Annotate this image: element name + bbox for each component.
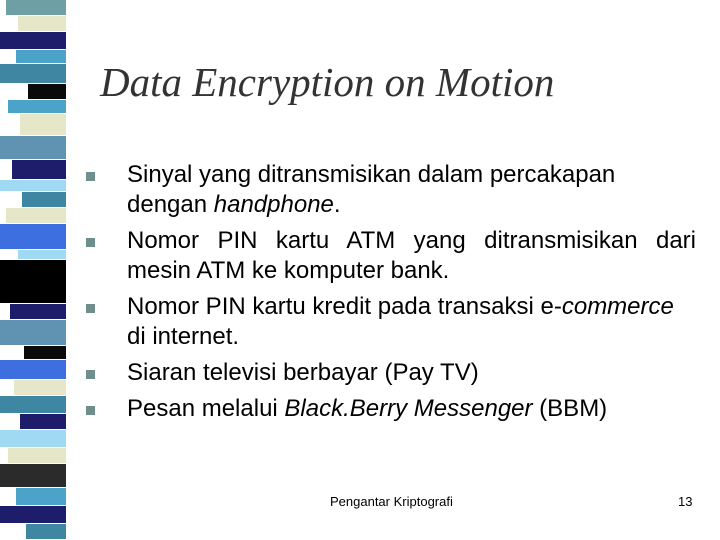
square-bullet-icon [86,406,95,415]
page-number: 13 [678,494,693,509]
stripe-block [0,396,66,414]
bullet-text-italic: Black.Berry Messenger [284,395,533,422]
stripe-block [0,180,66,192]
stripe-block [20,114,66,136]
stripe-block [0,260,66,304]
bullet-text: . [333,191,341,218]
bullet-text: Nomor PIN kartu kredit pada transaksi e- [127,293,562,320]
stripe-block [0,464,66,488]
stripe-block [14,380,66,396]
stripe-block [20,414,66,430]
decorative-stripe [0,0,66,540]
stripe-block [0,32,66,50]
bullet-text: di internet. [127,323,240,350]
bullet-item [86,394,696,424]
stripe-block [16,488,66,506]
stripe-block [0,506,66,524]
footer-center-text: Pengantar Kriptografi [330,494,453,509]
bullet-list [86,160,696,430]
stripe-block [0,64,66,84]
square-bullet-icon [86,304,95,313]
square-bullet-icon [86,370,95,379]
bullet-text: Pesan melalui [127,395,285,422]
bullet-text-italic: handphone [213,191,334,218]
bullet-item [86,226,696,286]
stripe-block [26,524,66,540]
bullet-text: Sinyal yang ditransmisikan dalam percakapan dengan [127,161,616,218]
stripe-block [22,192,66,208]
stripe-block [0,320,66,346]
stripe-block [0,360,66,380]
stripe-block [8,448,66,464]
stripe-block [16,50,66,64]
bullet-item [86,160,696,220]
bullet-text: (BBM) [532,395,608,422]
bullet-item [86,292,696,352]
bullet-text: Siaran televisi berbayar (Pay TV) [127,359,479,386]
stripe-block [0,224,66,250]
bullet-text: Nomor PIN kartu ATM yang ditransmisikan dari mesin ATM ke komputer bank. [127,227,696,284]
stripe-block [6,0,66,16]
stripe-block [18,250,66,260]
square-bullet-icon [86,172,95,181]
stripe-block [0,430,66,448]
square-bullet-icon [86,238,95,247]
bullet-item [86,358,696,388]
slide-title: Data Encryption on Motion [100,59,555,105]
stripe-block [12,160,66,180]
stripe-block [8,100,66,114]
stripe-block [18,16,66,32]
stripe-block [10,304,66,320]
bullet-text-italic: commerce [561,293,674,320]
stripe-block [24,346,66,360]
stripe-block [0,136,66,160]
stripe-block [6,208,66,224]
stripe-block [28,84,66,100]
